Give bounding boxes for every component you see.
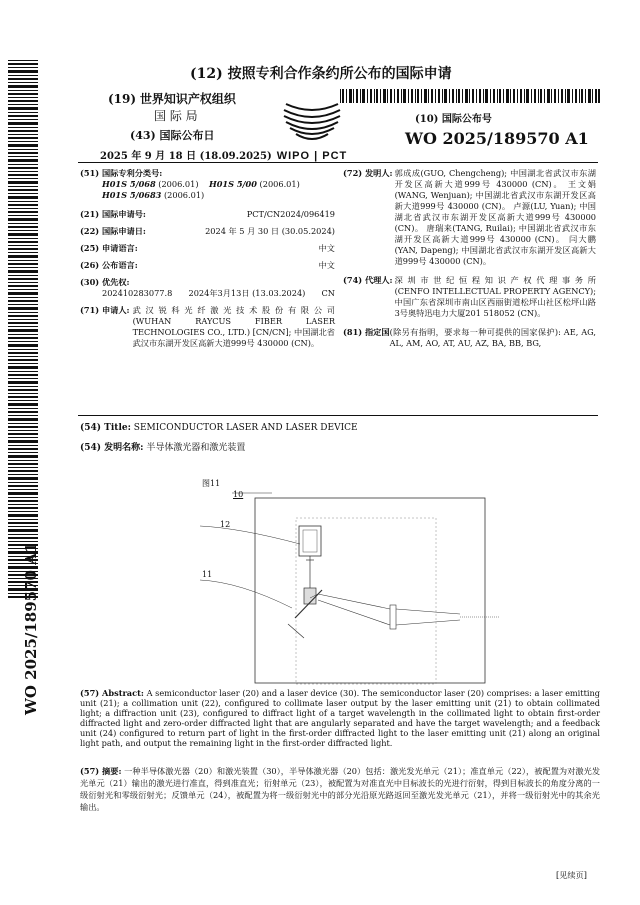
ipc-row-2 — [80, 190, 335, 201]
priority-date: 2024年3月13日 (13.03.2024) — [188, 288, 306, 298]
barcode-graphic — [340, 89, 600, 103]
wipo-logo — [272, 96, 352, 162]
abstract-en — [80, 688, 600, 748]
priority-label: (30) 优先权: — [80, 277, 130, 287]
focus-line-2 — [396, 620, 460, 625]
leader-12 — [200, 526, 300, 544]
inventors-value: 郭成成(GUO, Chengcheng); 中国湖北省武汉市东湖开发区高新大道999号 430000 (CN)。 王文娟(WANG, Wenjuan); 中国湖北省武汉市东湖开发区高新大道999号 430000 (CN)。 卢源(LU, Yuan); 中国湖北省武汉市东湖开发区高新大道999号 430000 (CN)。 唐瑞来(TANG, Ruilai); 中国湖北省武汉市东湖开发区高新大道999号 430000 (CN)。 闫大鹏(YAN, Dapeng); 中国湖北省武汉市东湖开发区高新大道999号 430000 (CN)。 — [394, 168, 596, 266]
device-outline — [255, 498, 485, 683]
ipc-code-1: H01S 5/068 — [102, 179, 156, 189]
top-barcode — [340, 88, 600, 102]
priority-number: 202410283077.8 — [102, 288, 173, 298]
pub-number-block — [405, 110, 605, 148]
title-en-label: (54) Title: — [80, 423, 131, 433]
output-lens — [390, 605, 396, 629]
abstract-cn-label: (57) 摘要: — [80, 766, 122, 776]
inventors-label: (72) 发明人: — [343, 168, 393, 178]
inventors-row — [343, 168, 596, 267]
left-biblio-column — [80, 168, 335, 349]
pub-lang-value: 中文 — [318, 260, 335, 270]
abstract-en-label: (57) Abstract: — [80, 688, 144, 698]
ipc-date-3: (2006.01) — [163, 190, 205, 200]
abstract-cn-text: 一种半导体激光器（20）和激光装置（30），半导体激光器（20）包括：激光发光单元（21）；准直单元（22），被配置为对激光发光单元（21）输出的激光进行准直，得到准直光；衍射单元（23），被配置为对准直光中目标波长的光进行衍射，得到目标波长的角度分离的一级衍射光和零级衍射光；反馈单元（24），被配置为将一级衍射光中的部分光沿原光路返回至激光发光单元（21），并将一级衍射光中的其余光输出。 — [80, 766, 601, 812]
emitter-inner — [303, 530, 317, 552]
wipo-logo-text: WIPO | PCT — [276, 150, 348, 162]
ref-11: 11 — [202, 570, 213, 579]
states-label: (81) 指定国 — [343, 327, 390, 337]
right-biblio-column — [343, 168, 596, 349]
header-divider — [78, 162, 598, 163]
document-title: (12) 按照专利合作条约所公布的国际申请 — [190, 66, 452, 82]
lang-value: 中文 — [318, 243, 335, 253]
pub-date-block — [100, 127, 275, 162]
biblio-divider — [78, 415, 598, 416]
pub-lang-label: (26) 公布语言: — [80, 260, 138, 270]
leader-11 — [200, 580, 292, 608]
side-barcode — [8, 60, 38, 600]
pub-number: WO 2025/189570 A1 — [405, 129, 589, 148]
app-date-row — [80, 226, 335, 237]
applicant-label: (71) 申请人: — [80, 305, 130, 315]
pub-number-label: (10) 国际公布号 — [415, 114, 492, 125]
lang-row — [80, 243, 335, 254]
app-no-value: PCT/CN2024/096419 — [246, 209, 335, 219]
agent-value: 深 圳 市 世 纪 恒 程 知 识 产 权 代 理 事 务 所 (CENFO INTELLECTUAL PROPERTY AGENCY); 中国广东省深圳市南山区西丽街道松坪山社区松坪山路3号奥特迅电力大厦201 518052 (CN)。 — [394, 275, 596, 318]
org-block — [108, 90, 278, 124]
pub-lang-row — [80, 260, 335, 271]
laser-emitting-unit — [299, 526, 321, 556]
agent-row — [343, 275, 596, 319]
pub-date: 2025 年 9 月 18 日 (18.09.2025) — [100, 151, 272, 162]
figure-drawing — [200, 478, 610, 686]
app-date-value: 2024 年 5 月 30 日 (30.05.2024) — [205, 226, 335, 236]
app-date-label: (22) 国际申请日: — [80, 226, 146, 236]
output-beam-2 — [318, 600, 390, 625]
org-sub: 国 际 局 — [154, 109, 198, 123]
title-cn: 半导体激光器和激光装置 — [146, 443, 246, 453]
ipc-label: (51) 国际专利分类号: — [80, 168, 163, 178]
app-no-label: (21) 国际申请号: — [80, 209, 146, 219]
priority-row — [80, 288, 335, 299]
figure — [200, 478, 610, 686]
ref-10: 10 — [233, 490, 244, 499]
feedback-mirror — [288, 624, 304, 638]
states-row — [343, 327, 596, 349]
title-cn-label: (54) 发明名称: — [80, 443, 144, 453]
pub-date-label: (43) 国际公布日 — [130, 129, 215, 142]
ipc-row-1 — [80, 179, 335, 190]
ipc-date-1: (2006.01) — [158, 179, 199, 189]
ipc-code-3: H01S 5/0683 — [102, 190, 162, 200]
ref-12: 12 — [220, 520, 231, 529]
vertical-pub-number: WO 2025/189570 A1 — [22, 542, 40, 715]
app-no-row — [80, 209, 335, 220]
lang-label: (25) 申请语言: — [80, 243, 138, 253]
output-beam-1 — [318, 594, 390, 609]
focus-line-1 — [396, 609, 460, 614]
applicant-value: 武 汉 锐 科 光 纤 激 光 技 术 股 份 有 限 公 司 (WUHAN RAYCUS FIBER LASER TECHNOLOGIES CO., LTD.) [CN/CN]; 中国湖北省武汉市东湖开发区高新大道999号 430000 (CN)。 — [132, 305, 335, 348]
org-name: 世界知识产权组织 — [139, 92, 236, 106]
title-en-row — [80, 422, 600, 434]
applicant-row — [80, 305, 335, 349]
title-en: SEMICONDUCTOR LASER AND LASER DEVICE — [133, 423, 358, 433]
abstract-en-text: A semiconductor laser (20) and a laser device (30). The semiconductor laser (20) comprises: a laser emitting unit (21); a collimation unit (22), configured to collimate laser output by the laser emitting unit (21) to obtain collimated light; a diffraction unit (23), configured to diffract light of a target wavelength in the collimated light to obtain first-order diffracted light and zero-order diffracted light that are angularly separated and have the target wavelength; and a feedback unit (24) configured to return part of light in the first-order diffracted light to the laser emitting unit (21) along an original light path, and output the remaining light in the first-order diffracted light. — [80, 688, 601, 748]
org-number: (19) — [108, 92, 137, 106]
ipc-date-2: (2006.01) — [259, 179, 300, 189]
priority-country: CN — [321, 288, 335, 298]
side-barcode-graphic — [8, 60, 38, 600]
title-cn-row — [80, 442, 600, 454]
agent-label: (74) 代理人: — [343, 275, 393, 285]
figure-label: 图11 — [202, 479, 221, 488]
continued-note: [见续页] — [556, 870, 587, 880]
wipo-emblem-icon — [272, 96, 352, 146]
abstract-cn — [80, 765, 600, 813]
states-value: (除另有指明，要求每一种可提供的国家保护): AE, AG, AL, AM, AO, AT, AU, AZ, BA, BB, BG, — [389, 327, 596, 348]
ipc-code-2: H01S 5/00 — [208, 179, 257, 189]
